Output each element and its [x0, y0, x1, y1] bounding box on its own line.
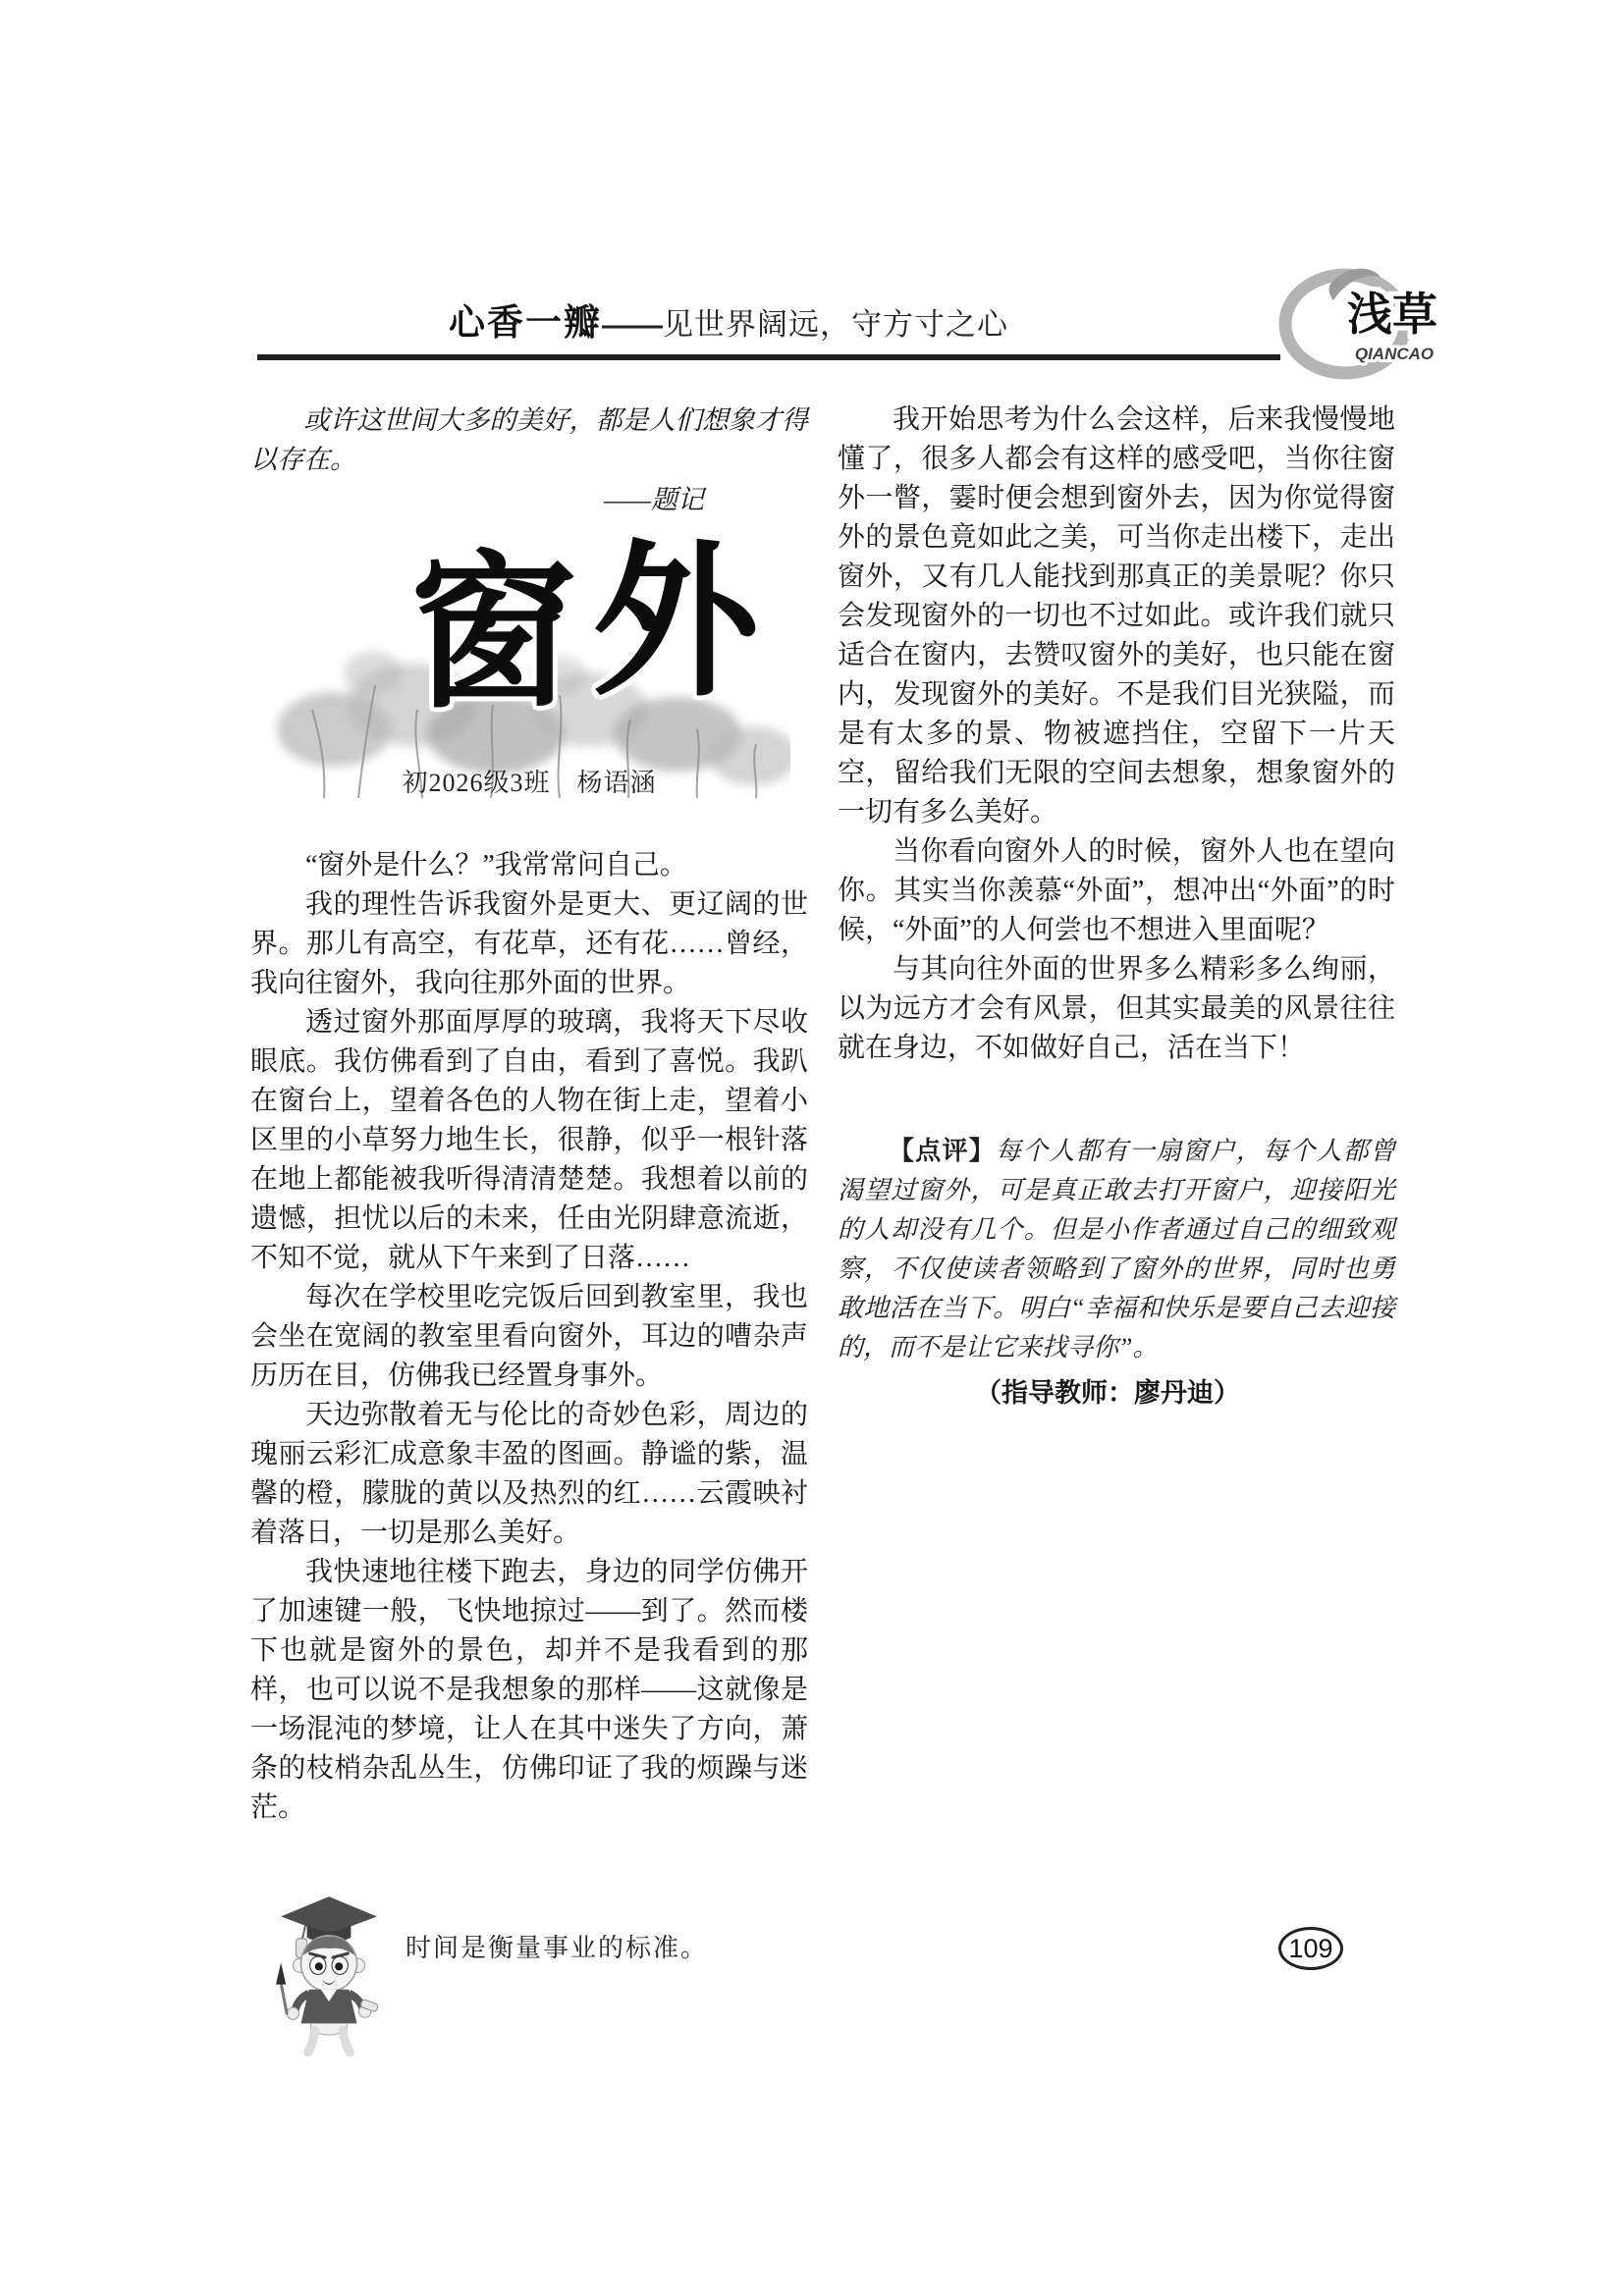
header-divider [257, 354, 1280, 360]
essay-paragraph: 我开始思考为什么会这样，后来我慢慢地懂了，很多人都会有这样的感受吧，当你往窗外一瞥，霎时便会想到窗外去，因为你觉得窗外的景色竟如此之美，可当你走出楼下，走出窗外，又有几人能找到那真正的美景呢？你只会发现窗外的一切也不过如此。或许我们就只适合在窗内，去赞叹窗外的美好，也只能在窗内，发现窗外的美好。不是我们目光狭隘，而是有太多的景、物被遮挡住，空留下一片天空，留给我们无限的空间去想象，想象窗外的一切有多么美好。 [838, 404, 1395, 828]
teacher-comment-block [838, 1131, 1395, 1413]
essay-paragraph: “窗外是什么？”我常常问自己。 [305, 850, 687, 881]
essay-paragraph: 我快速地往楼下跑去，身边的同学仿佛开了加速键一般，飞快地掠过——到了。然而楼下也就是窗外的景色，却并不是我看到的那样，也可以说不是我想象的那样——这就像是一场混沌的梦境，让人在其中迷失了方向，萧条的枝梢杂乱丛生，仿佛印证了我的烦躁与迷茫。 [250, 1557, 808, 1823]
left-column [250, 400, 808, 1828]
footer-motto: 时间是衡量事业的标准。 [406, 1933, 709, 1962]
essay-paragraph: 天边弥散着无与伦比的奇妙色彩，周边的瑰丽云彩汇成意象丰盈的图画。静谧的紫，温馨的橙，朦胧的黄以及热烈的红……云霞映衬着落日，一切是那么美好。 [250, 1400, 808, 1548]
essay-paragraph: 每次在学校里吃完饭后回到教室里，我也会坐在宽阔的教室里看向窗外，耳边的嘈杂声历历在目，仿佛我已经置身事外。 [250, 1282, 808, 1391]
section-header [257, 293, 1278, 346]
page-number: 109 [1278, 1927, 1343, 1970]
essay-title-char-2: 外 [592, 523, 760, 720]
essay-paragraph: 我的理性告诉我窗外是更大、更辽阔的世界。那儿有高空，有花草，还有花……曾经，我向往窗外，我向往那外面的世界。 [250, 889, 808, 998]
section-title-dash: —— [602, 307, 663, 342]
comment-text: 每个人都有一扇窗户，每个人都曾渴望过窗外，可是真正敢去打开窗户，迎接阳光的人却没有几个。但是小作者通过自己的细致观察，不仅使读者领略到了窗外的世界，同时也勇敢地活在当下。明白“幸福和快乐是要自己去迎接的，而不是让它来找寻你”。 [838, 1137, 1395, 1362]
epigraph-attribution: ——题记 [603, 485, 704, 514]
right-column [838, 400, 1395, 1413]
essay-title-art [250, 520, 808, 846]
teacher-comment [838, 1131, 1395, 1367]
essay-title-char-1: 窗 [408, 535, 576, 731]
essay-paragraph: 与其向往外面的世界多么精彩多么绚丽，以为远方才会有风景，但其实最美的风景往往就在身边，不如做好自己，活在当下！ [838, 954, 1395, 1063]
essay-title [360, 520, 808, 731]
essay-paragraph: 透过窗外那面厚厚的玻璃，我将天下尽收眼底。我仿佛看到了自由，看到了喜悦。我趴在窗台上，望着各色的人物在街上走，望着小区里的小草努力地生长，很静，似乎一根针落在地上都能被我听得清清楚楚。我想着以前的遗憾，担忧以后的未来，任由光阴肆意流逝，不知不觉，就从下午来到了日落…… [250, 1007, 808, 1273]
logo-subtitle: QIANCAO [1354, 345, 1435, 363]
epigraph-text: 或许这世间大多的美好，都是人们想象才得以存在。 [250, 405, 808, 474]
qiancao-logo [1276, 259, 1441, 387]
section-title: 心香一瓣 [449, 302, 602, 343]
advisor-credit: （指导教师：廖丹迪） [975, 1378, 1240, 1408]
section-subtitle: 见世界阔远，守方寸之心 [663, 307, 1008, 342]
comment-label: 【点评】 [889, 1136, 996, 1165]
logo-name: 浅草 [1347, 290, 1437, 340]
essay-byline: 初2026级3班 杨语涵 [402, 769, 657, 797]
graduate-kid-mascot [273, 1895, 385, 2059]
essay-paragraph: 当你看向窗外人的时候，窗外人也在望向你。其实当你羡慕“外面”，想冲出“外面”的时候，“外面”的人何尝也不想进入里面呢？ [838, 836, 1395, 945]
